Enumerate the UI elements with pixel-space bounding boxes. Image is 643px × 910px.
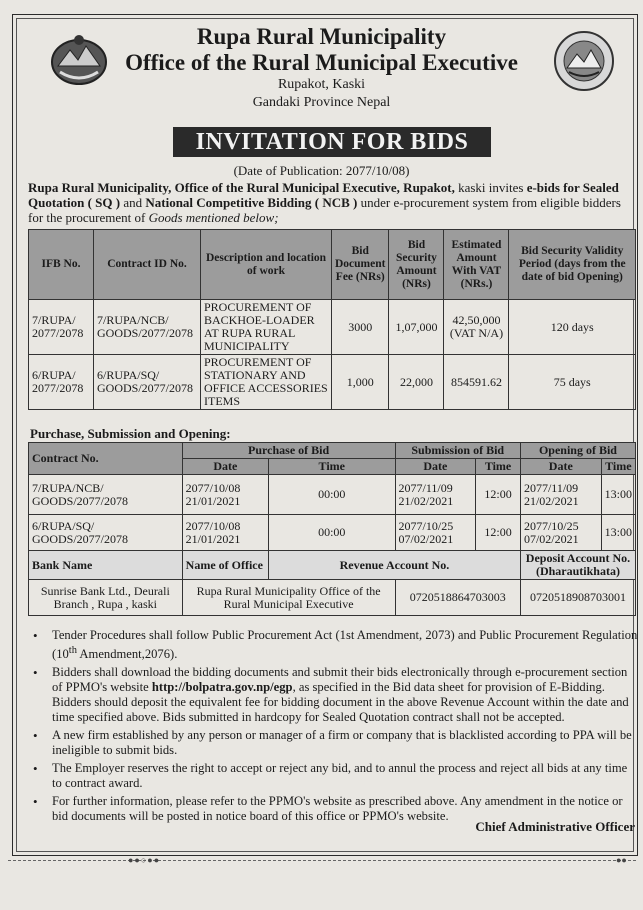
col-header: Submission of Bid	[395, 443, 520, 459]
table-row	[29, 475, 636, 515]
table-row	[29, 300, 636, 355]
publication-date: (Date of Publication: 2077/10/08)	[233, 163, 410, 178]
table-row	[29, 515, 636, 551]
contract-no: 6/RUPA/SQ/ GOODS/2077/2078	[29, 515, 183, 551]
item-text: Bidders shall download the bidding documents and submit their bids electronically through e-procurement section of PPMO's website	[52, 665, 628, 695]
bank-header-row	[29, 551, 636, 580]
doc-fee: 3000	[332, 300, 389, 355]
col-header: Time	[601, 459, 635, 475]
ppmo-link[interactable]: http://bolpatra.gov.np/egp	[151, 680, 293, 695]
office-name-value: Rupa Rural Municipality Office of the Rural Municipal Executive	[182, 580, 395, 616]
col-header: Description and location of work	[201, 230, 332, 300]
estimated-amount: 854591.62	[444, 355, 509, 410]
security-amount: 1,07,000	[389, 300, 444, 355]
ornament-icon: ●●	[616, 855, 627, 865]
schedule-table	[28, 442, 636, 616]
ifb-no: 7/RUPA/ 2077/2078	[29, 300, 94, 355]
opening-time: 13:00	[601, 515, 635, 551]
list-item	[30, 665, 640, 725]
submission-date: 2077/10/25 07/02/2021	[395, 515, 476, 551]
col-header: Date	[182, 459, 268, 475]
submission-time: 12:00	[476, 515, 521, 551]
table-row	[29, 355, 636, 410]
list-item: • The Employer reserves the right to accept or reject any bid, and to annul the process and reject all bids at any time to contract award.	[30, 761, 640, 791]
list-item: • A new firm established by any person or manager of a firm or company that is blacklisted according to PPA will be ineligible to submit bids.	[30, 728, 640, 758]
col-header: Date	[395, 459, 476, 475]
table-header-row	[29, 443, 636, 459]
list-item	[30, 628, 640, 662]
ornament-icon: ●●○●●	[128, 855, 161, 865]
estimated-amount: 42,50,000 (VAT N/A)	[444, 300, 509, 355]
intro-sq: e-bids for Sealed Quotation ( SQ )	[28, 180, 619, 210]
deposit-account-label: Deposit Account No. (Dharautikhata)	[520, 551, 635, 580]
purchase-time: 00:00	[269, 515, 396, 551]
col-header: Contract No.	[29, 443, 183, 475]
validity-period: 75 days	[509, 355, 636, 410]
item-text: th	[68, 645, 77, 656]
bank-name: Sunrise Bank Ltd., Deurali Branch , Rupa , kaski	[29, 580, 183, 616]
bank-row	[29, 580, 636, 616]
col-header: Contract ID No.	[94, 230, 201, 300]
intro-org: Rupa Rural Municipality, Office of the Rural Municipal Executive, Rupakot,	[28, 180, 455, 195]
intro-text: kaski invites	[454, 180, 527, 195]
org-name: Rupa Rural Municipality	[196, 24, 447, 49]
bids-table	[28, 229, 636, 410]
office-name: Office of the Rural Municipal Executive	[125, 50, 518, 75]
contract-id: 6/RUPA/SQ/ GOODS/2077/2078	[94, 355, 201, 410]
conditions-list	[30, 628, 640, 827]
col-header: Estimated Amount With VAT (NRs.)	[444, 230, 509, 300]
item-text: Tender Procedures shall follow Public Procurement Act (1st Amendment, 2073) and Public Procurement Regulation (10	[52, 628, 638, 662]
col-header: Bid Document Fee (NRs)	[332, 230, 389, 300]
submission-time: 12:00	[476, 475, 521, 515]
footer-divider	[8, 860, 636, 861]
col-header: Time	[476, 459, 521, 475]
purchase-date: 2077/10/08 21/01/2021	[182, 475, 268, 515]
revenue-account: 0720518864703003	[395, 580, 520, 616]
opening-date: 2077/11/09 21/02/2021	[520, 475, 601, 515]
section-title: Purchase, Submission and Opening:	[30, 426, 231, 441]
item-text: Amendment,2076).	[76, 647, 178, 662]
list-item: • For further information, please refer to the PPMO's website as prescribed above. Any amendment in the notice or bid documents will be posted in notice board of this office or PPMO's website.	[30, 794, 640, 824]
ifb-no: 6/RUPA/ 2077/2078	[29, 355, 94, 410]
revenue-account-label: Revenue Account No.	[269, 551, 521, 580]
intro-paragraph	[28, 180, 636, 225]
table-header-row	[29, 230, 636, 300]
contract-id: 7/RUPA/NCB/ GOODS/2077/2078	[94, 300, 201, 355]
col-header: Date	[520, 459, 601, 475]
item-text: , as specified in the Bid data sheet for provision of E-Bidding. Bidders should deposit the equivalent fee for bidding document in the above Revenue Account within the date and time specified above. Bids submitted in hardcopy for Sealed Quotation contract shall not be accepted.	[52, 680, 629, 725]
contract-no: 7/RUPA/NCB/ GOODS/2077/2078	[29, 475, 183, 515]
intro-text: under e-procurement system from eligible bidders for the procurement of	[28, 195, 621, 225]
security-amount: 22,000	[389, 355, 444, 410]
intro-text: and	[120, 195, 146, 210]
signature: Chief Administrative Officer	[475, 819, 635, 834]
description: PROCUREMENT OF BACKHOE-LOADER AT RUPA RURAL MUNICIPALITY	[201, 300, 332, 355]
intro-goods: Goods mentioned below;	[148, 210, 279, 225]
bank-name-label: Bank Name	[29, 551, 183, 580]
office-label: Name of Office	[182, 551, 268, 580]
doc-fee: 1,000	[332, 355, 389, 410]
opening-time: 13:00	[601, 475, 635, 515]
purchase-time: 00:00	[269, 475, 396, 515]
col-header: Bid Security Amount (NRs)	[389, 230, 444, 300]
intro-ncb: National Competitive Bidding ( NCB )	[145, 195, 358, 210]
address-line-1: Rupakot, Kaski	[277, 77, 366, 92]
col-header: Purchase of Bid	[182, 443, 395, 459]
notice-title: INVITATION FOR BIDS	[173, 127, 491, 157]
col-header: Opening of Bid	[520, 443, 635, 459]
description: PROCUREMENT OF STATIONARY AND OFFICE ACCESSORIES ITEMS	[201, 355, 332, 410]
deposit-account: 0720518908703001	[520, 580, 635, 616]
header	[0, 24, 643, 112]
opening-date: 2077/10/25 07/02/2021	[520, 515, 601, 551]
purchase-date: 2077/10/08 21/01/2021	[182, 515, 268, 551]
address-line-2: Gandaki Province Nepal	[252, 95, 391, 110]
col-header: Time	[269, 459, 396, 475]
submission-date: 2077/11/09 21/02/2021	[395, 475, 476, 515]
validity-period: 120 days	[509, 300, 636, 355]
col-header: Bid Security Validity Period (days from the date of bid Opening)	[509, 230, 636, 300]
col-header: IFB No.	[29, 230, 94, 300]
